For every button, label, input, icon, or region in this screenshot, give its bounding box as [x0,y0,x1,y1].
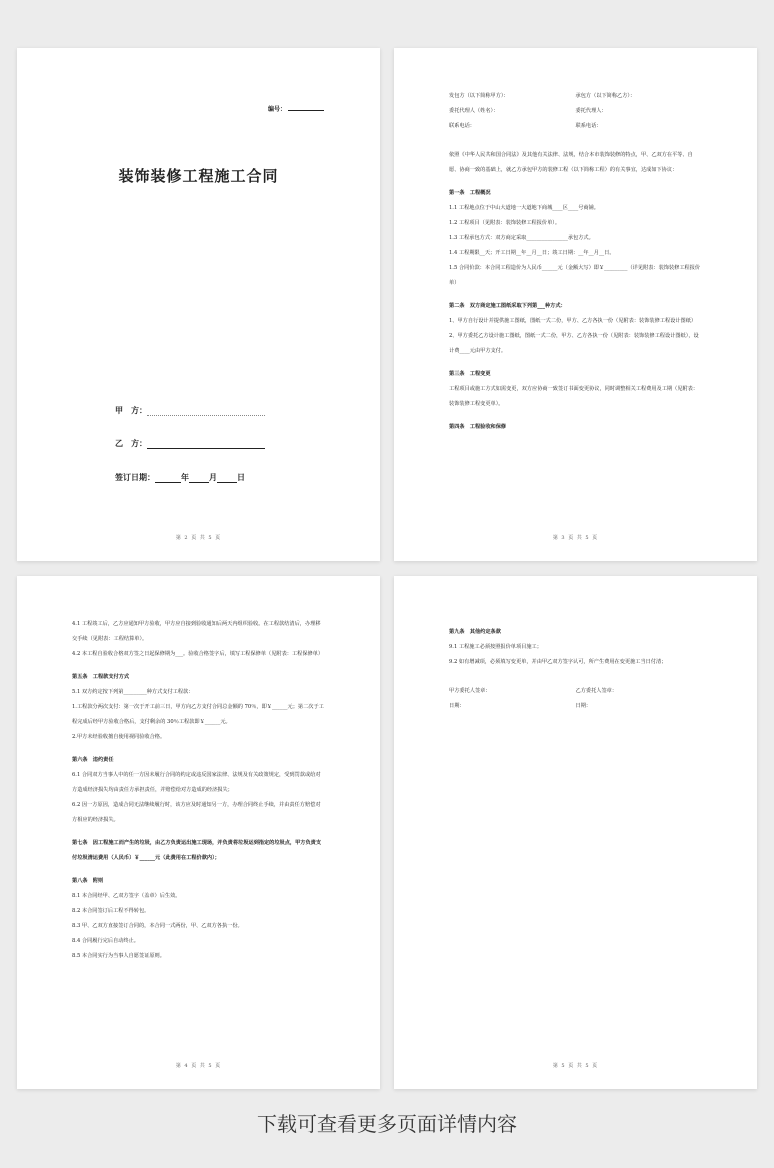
page-footer: 第 5 页 共 5 页 [552,1063,599,1069]
clause: 9.1 工程施工必须按照报价单项目施工； [449,644,542,650]
party-line [449,89,702,104]
section-heading: 第三条 工程变更 [449,371,491,377]
party-a-signature-label: 甲方委托人签章： [449,688,491,694]
party-a-date-label: 日期： [449,703,465,709]
sign-date-row [115,472,245,483]
clause: 1.4 工程期限__天；开工日期__年__月__日；竣工日期：__年__月__日。 [449,250,615,256]
party-line [449,104,702,119]
clause: 5.1 双方约定按下列第_________种方式支付工程款： [72,689,194,695]
section-heading: 第九条 其他约定条款 [449,629,501,635]
section-heading: 第二条 双方商定施工图纸采取下列第___种方式： [449,303,566,309]
section-heading: 第一条 工程概况 [449,190,491,196]
party-a-label: 甲 方： [115,405,147,415]
serial-number [268,104,324,113]
clause: 9.2 如有增减项，必须填写变更单，并由甲乙双方签字认可，所产生费用在变更施工当日付清； [449,659,667,665]
page-footer: 第 2 页 共 5 页 [175,535,222,541]
party-b-date-label: 日期： [575,703,592,709]
contract-page-3 [394,48,757,561]
serial-label: 编号： [267,106,286,113]
clause: 4.2 本工程自验收合格双方签之日起保修期为___。验收合格签字后，填写工程保修单（见附表：工程保修单） [72,651,324,657]
party-b-signature-label: 乙方委托人签章： [575,688,618,694]
clause: 1.3 工程承包方式：双方商定采取________________承包方式。 [449,235,594,241]
clause: 4.1 工程竣工后，乙方应通知甲方验收，甲方应自接到验收通知后两天内组织验收。在工程款结清后，办理移交手续（见附表：工程结算单）。 [72,621,321,642]
month-label: 月 [209,472,217,482]
phone-label: 联系电话： [575,123,602,129]
party-line [449,119,702,134]
agent-label: 委托代理人： [575,108,607,114]
document-title: 装饰装修工程施工合同 [118,167,279,185]
page-3-body [449,89,702,435]
section-heading: 第五条 工程款支付方式 [72,674,130,680]
clause: 8.3 甲、乙双方直接签订合同的，本合同一式两份，甲、乙双方各执一份。 [72,923,243,929]
page-footer: 第 4 页 共 5 页 [175,1063,222,1069]
client-label: 发包方（以下简称甲方）： [449,93,509,99]
clause: 1.工程款分两次支付：第一次于开工前三日，甲方向乙方支付合同总金额的 70％，即￥______元；第二次于工程完成后经甲方验收合格后，支付剩余的 30％工程款即￥______元。 [72,704,324,725]
clause: 8.5 本合同实行为当事人自愿签证原则。 [72,953,165,959]
page-4-body [72,617,325,964]
clause: 8.1 本合同经甲、乙双方签字（盖章）后生效。 [72,893,181,899]
contractor-label: 承包方（以下简称乙方）： [575,93,636,99]
section-heading: 第四条 工程验收和保修 [449,424,507,430]
party-b-label: 乙 方： [115,438,147,448]
section-heading: 第六条 违约责任 [72,757,114,763]
clause: 工程项目或施工方式如需变更，双方应协商一致签订书面变更协议，同时调整相关工程费用及工期（见附表：装饰装修工程变更单）。 [449,386,699,407]
page-footer: 第 3 页 共 5 页 [552,535,599,541]
day-label: 日 [237,472,245,482]
page-5-body [449,617,702,714]
contract-page-2 [17,48,380,561]
clause: 1、甲方自行设计并提供施工图纸，图纸一式二份，甲方、乙方各执一份（见附表：装饰装修工程设计图纸） [449,318,697,324]
clause: 1.1 工程地点位于中山大道地一大道地下商城____区____号商铺。 [449,205,599,211]
party-a-row [115,405,265,416]
year-label: 年 [181,472,189,482]
download-caption: 下载可查看更多页面详情内容 [257,1112,517,1136]
clause: 2、甲方委托乙方设计施工图纸，图纸一式二份，甲方、乙方各执一份（见附表：装饰装修工程设计图纸），设计费____元由甲方支付。 [449,333,699,354]
party-b-row [115,438,265,449]
clause: 8.2 本合同签订后工程不得转包。 [72,908,150,914]
intro-paragraph: 依照《中华人民共和国合同法》及其他有关法律、法规，结合本市装饰装修的特点，甲、乙双方在平等、自愿、协商一致的基础上，就乙方承包甲方的装修工程（以下简称工程）的有关事宜，达成如下协议： [449,152,693,173]
contract-page-4 [17,576,380,1089]
clause: 1.5 合同价款：本合同工程造价为人民币______元（金额大写）即￥_________（详见附表：装饰装修工程报价单） [449,265,701,286]
clause: 6.1 合同双方当事人中的任一方因未履行合同的约定或违反国家法律、法规及有关政策规定，受到罚款或给对方造成经济损失均由责任方承担责任，并赔偿给对方造成的经济损失； [72,772,321,793]
section-heading: 第八条 附则 [72,878,104,884]
date-line [449,699,702,714]
clause: 1.2 工程项目（见附表：装饰装修工程报价单）。 [449,220,561,226]
contract-page-5 [394,576,757,1089]
sign-date-label: 签订日期： [115,472,155,482]
agent-label: 委托代理人（姓名）： [449,108,499,114]
phone-label: 联系电话： [449,123,475,129]
clause: 2.甲方未经验收擅自使用视同验收合格。 [72,734,166,740]
clause: 6.2 因一方原因，造成合同无法继续履行时，该方应及时通知另一方，办理合同终止手续，并由责任方赔偿对方相应的经济损失。 [72,802,321,823]
signature-line [449,684,702,699]
section-seven: 第七条 因工程施工而产生的垃圾，由乙方负责运出施工现场，并负责将垃圾运到指定的垃圾点，甲方负责支付垃圾清运费用（人民币）￥______元（此费用在工程价款内）； [72,840,322,861]
clause: 8.4 合同履行完后自动终止。 [72,938,139,944]
